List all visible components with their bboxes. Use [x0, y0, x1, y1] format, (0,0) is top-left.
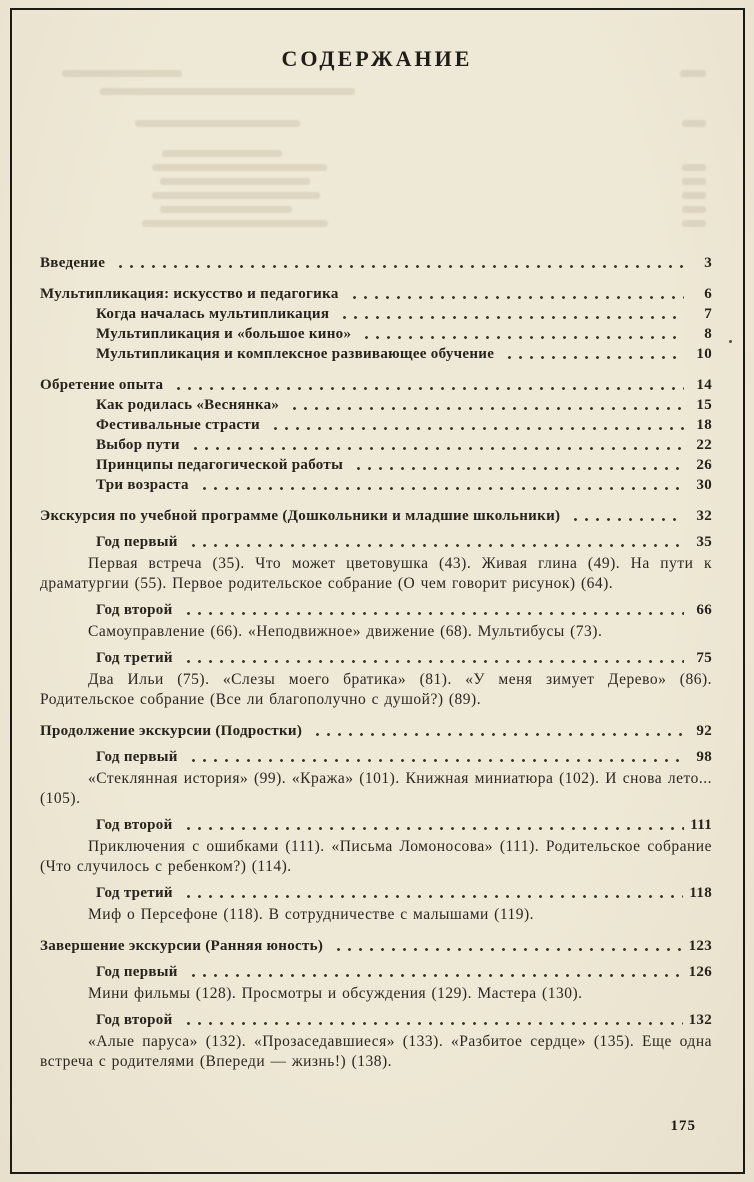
- dot-leader: [190, 446, 684, 451]
- toc-annotation-text: Приключения с ошибками (111). «Письма Ломоносова» (111). Родительское собрание (Что случилось с ребенком?) (114).: [40, 838, 712, 875]
- toc-entry-page: 123: [688, 938, 712, 954]
- dot-leader: [270, 426, 684, 431]
- toc-entry: [40, 375, 712, 395]
- toc-annotation: [40, 1032, 712, 1072]
- toc-entry: [40, 455, 712, 475]
- dot-leader: [188, 758, 684, 763]
- toc-entry-label: Завершение экскурсии (Ранняя юность): [40, 938, 324, 954]
- toc-entry-page: 7: [704, 306, 712, 322]
- toc-annotation: [40, 984, 712, 1004]
- toc-entry-page: 32: [696, 508, 712, 524]
- toc-entry-page: 98: [696, 749, 712, 765]
- toc-entry-label: Год первый: [96, 534, 178, 550]
- dot-leader: [183, 894, 684, 899]
- toc-entry: [40, 815, 712, 835]
- scan-speck: [729, 340, 732, 343]
- toc-entry-page: 30: [696, 477, 712, 493]
- toc-entry-label: Мультипликация: искусство и педагогика: [40, 286, 339, 302]
- toc-entry: [40, 600, 712, 620]
- toc-entry-label: Продолжение экскурсии (Подростки): [40, 723, 303, 739]
- toc-annotation-text: «Стеклянная история» (99). «Кража» (101). Книжная миниатюра (102). И снова лето... (105).: [40, 770, 712, 807]
- toc-annotation: [40, 670, 712, 710]
- dot-leader: [183, 1021, 683, 1026]
- toc-entry-page: 126: [688, 964, 712, 980]
- toc-entry-label: Обретение опыта: [40, 377, 164, 393]
- toc-annotation-text: «Алые паруса» (132). «Прозаседавшиеся» (133). «Разбитое сердце» (135). Еще одна встреча с родителями (Впереди — жизнь!) (138).: [40, 1033, 712, 1070]
- toc-entry-label: Год второй: [96, 602, 173, 618]
- toc-entry: [40, 253, 712, 273]
- toc-entry: [40, 721, 712, 741]
- toc-annotation: [40, 554, 712, 594]
- toc-list: [40, 253, 712, 1075]
- toc-entry-page: 92: [696, 723, 712, 739]
- toc-entry-label: Год первый: [96, 964, 178, 980]
- toc-entry-label: Принципы педагогической работы: [96, 457, 344, 473]
- toc-entry-page: 10: [696, 346, 712, 362]
- toc-entry: [40, 747, 712, 767]
- dot-leader: [353, 466, 684, 471]
- toc-annotation-text: Мини фильмы (128). Просмотры и обсуждения (129). Мастера (130).: [88, 985, 583, 1002]
- toc-annotation: [40, 837, 712, 877]
- toc-entry-label: Фестивальные страсти: [96, 417, 260, 433]
- toc-entry-page: 118: [689, 885, 712, 901]
- dot-leader: [173, 386, 684, 391]
- page-number: 175: [670, 1118, 696, 1134]
- toc-entry: [40, 344, 712, 364]
- dot-leader: [333, 947, 682, 952]
- toc-entry: [40, 435, 712, 455]
- dot-leader: [183, 611, 684, 616]
- toc-entry-label: Мультипликация и комплексное развивающее обучение: [96, 346, 495, 362]
- toc-entry-page: 15: [696, 397, 712, 413]
- toc-entry: [40, 936, 712, 956]
- dot-leader: [183, 826, 684, 831]
- toc-entry: [40, 883, 712, 903]
- toc-entry-page: 22: [696, 437, 712, 453]
- toc-entry: [40, 284, 712, 304]
- toc-entry-page: 132: [688, 1012, 712, 1028]
- toc-entry: [40, 506, 712, 526]
- dot-leader: [183, 659, 684, 664]
- toc-entry-page: 8: [704, 326, 712, 342]
- toc-entry: [40, 532, 712, 552]
- toc-entry-label: Год второй: [96, 817, 173, 833]
- toc-entry-label: Три возраста: [96, 477, 189, 493]
- dot-leader: [188, 543, 684, 548]
- toc-annotation: [40, 905, 712, 925]
- toc-entry-page: 111: [690, 817, 712, 833]
- toc-annotation-text: Самоуправление (66). «Неподвижное» движение (68). Мультибусы (73).: [88, 623, 603, 640]
- reverse-side-showthrough: [40, 58, 712, 258]
- toc-entry: [40, 475, 712, 495]
- dot-leader: [361, 335, 684, 340]
- toc-entry-page: 6: [704, 286, 712, 302]
- toc-entry-label: Мультипликация и «большое кино»: [96, 326, 352, 342]
- page-title: СОДЕРЖАНИЕ: [281, 46, 473, 71]
- toc-entry-page: 35: [696, 534, 712, 550]
- dot-leader: [289, 406, 684, 411]
- toc-entry: [40, 415, 712, 435]
- dot-leader: [349, 295, 684, 300]
- toc-annotation-text: Два Ильи (75). «Слезы моего братика» (81). «У меня зимует Дерево» (86). Родительское собрание (Все ли благополучно с душой?) (89).: [40, 671, 712, 708]
- toc-entry-label: Когда началась мультипликация: [96, 306, 330, 322]
- dot-leader: [188, 973, 683, 978]
- toc-entry-page: 26: [696, 457, 712, 473]
- dot-leader: [504, 355, 684, 360]
- dot-leader: [199, 486, 684, 491]
- toc-entry-page: 75: [696, 650, 712, 666]
- toc-entry-label: Год третий: [96, 885, 173, 901]
- toc-annotation-text: Миф о Персефоне (118). В сотрудничестве с малышами (119).: [88, 906, 535, 923]
- toc-entry-page: 3: [704, 255, 712, 271]
- toc-entry: [40, 395, 712, 415]
- dot-leader: [312, 732, 684, 737]
- toc-entry-page: 66: [696, 602, 712, 618]
- toc-entry: [40, 324, 712, 344]
- toc-entry-label: Экскурсия по учебной программе (Дошкольники и младшие школьники): [40, 508, 561, 524]
- toc-entry: [40, 648, 712, 668]
- toc-entry-label: Год первый: [96, 749, 178, 765]
- toc-entry: [40, 962, 712, 982]
- dot-leader: [115, 264, 684, 269]
- toc-entry: [40, 1010, 712, 1030]
- toc-entry-label: Введение: [40, 255, 106, 271]
- toc-entry-page: 14: [696, 377, 712, 393]
- toc-entry-label: Год второй: [96, 1012, 173, 1028]
- dot-leader: [339, 315, 684, 320]
- toc-annotation: [40, 622, 712, 642]
- toc-annotation: [40, 769, 712, 809]
- toc-entry-label: Год третий: [96, 650, 173, 666]
- toc-entry: [40, 304, 712, 324]
- toc-annotation-text: Первая встреча (35). Что может цветовушка (43). Живая глина (49). На пути к драматургии (55). Первое родительское собрание (О чем говорит рисунок) (64).: [40, 555, 712, 592]
- toc-entry-label: Выбор пути: [96, 437, 180, 453]
- toc-entry-page: 18: [696, 417, 712, 433]
- dot-leader: [570, 517, 684, 522]
- toc-entry-label: Как родилась «Веснянка»: [96, 397, 280, 413]
